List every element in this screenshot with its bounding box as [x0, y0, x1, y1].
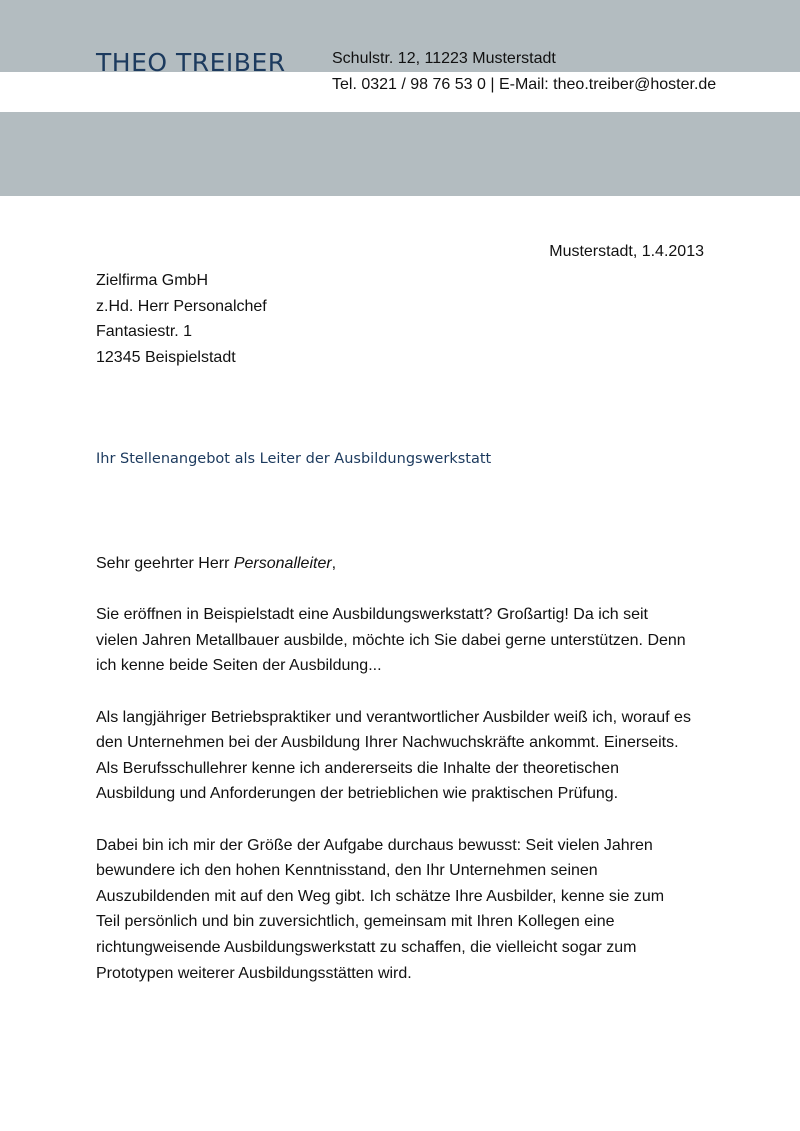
paragraph-line: bewundere ich den hohen Kenntnisstand, den Ihr Unternehmen seinen: [96, 862, 598, 880]
paragraph-2: [96, 705, 726, 807]
salutation-name: Personalleiter: [233, 555, 332, 572]
paragraph-line: ich kenne beide Seiten der Ausbildung...: [96, 657, 382, 675]
recipient-company: Zielfirma GmbH: [96, 272, 209, 289]
paragraph-line: Sie eröffnen in Beispielstadt eine Ausbildungswerkstatt? Großartig! Da ich seit: [96, 606, 648, 624]
paragraph-1: [96, 602, 726, 679]
sender-contact-block: [332, 46, 716, 98]
sender-address: Schulstr. 12, 11223 Musterstadt: [332, 50, 556, 67]
header-band-bottom: [0, 112, 800, 196]
sender-name: THEO TREIBER: [96, 48, 286, 77]
salutation-suffix: ,: [331, 555, 337, 572]
recipient-address: [96, 268, 267, 370]
paragraph-line: Prototypen weiterer Ausbildungsstätten wird.: [96, 964, 412, 982]
paragraph-line: Ausbildung und Anforderungen der betrieblichen wie praktischen Prüfung.: [96, 785, 619, 803]
salutation-prefix: Sehr geehrter Herr: [96, 555, 234, 572]
paragraph-line: Dabei bin ich mir der Größe der Aufgabe durchaus bewusst: Seit vielen Jahren: [96, 836, 653, 854]
paragraph-line: Als Berufsschullehrer kenne ich andererseits die Inhalte der theoretischen: [96, 759, 619, 777]
recipient-attention: z.Hd. Herr Personalchef: [96, 297, 267, 315]
sender-contact-line: Tel. 0321 / 98 76 53 0 | E-Mail: theo.treiber@hoster.de: [332, 76, 717, 93]
recipient-city: 12345 Beispielstadt: [96, 348, 236, 366]
paragraph-line: richtungweisende Ausbildungswerkstatt zu schaffen, die vielleicht sogar zum: [96, 938, 637, 956]
paragraph-3: [96, 833, 726, 987]
paragraph-line: vielen Jahren Metallbauer ausbilde, möchte ich Sie dabei gerne unterstützen. Denn: [96, 631, 686, 649]
letter-body: [96, 551, 726, 1012]
salutation: [96, 551, 726, 577]
paragraph-line: Als langjähriger Betriebspraktiker und verantwortlicher Ausbilder weiß ich, worauf es: [96, 708, 691, 726]
letter-subject: Ihr Stellenangebot als Leiter der Ausbildungswerkstatt: [96, 451, 492, 467]
paragraph-line: den Unternehmen bei der Ausbildung Ihrer Nachwuchskräfte ankommt. Einerseits.: [96, 734, 679, 752]
paragraph-line: Teil persönlich und bin zuversichtlich, gemeinsam mit Ihren Kollegen eine: [96, 913, 615, 931]
recipient-street: Fantasiestr. 1: [96, 323, 193, 340]
letter-date: Musterstadt, 1.4.2013: [549, 243, 704, 260]
paragraph-line: Auszubildenden mit auf den Weg gibt. Ich schätze Ihre Ausbilder, kenne sie zum: [96, 887, 665, 905]
